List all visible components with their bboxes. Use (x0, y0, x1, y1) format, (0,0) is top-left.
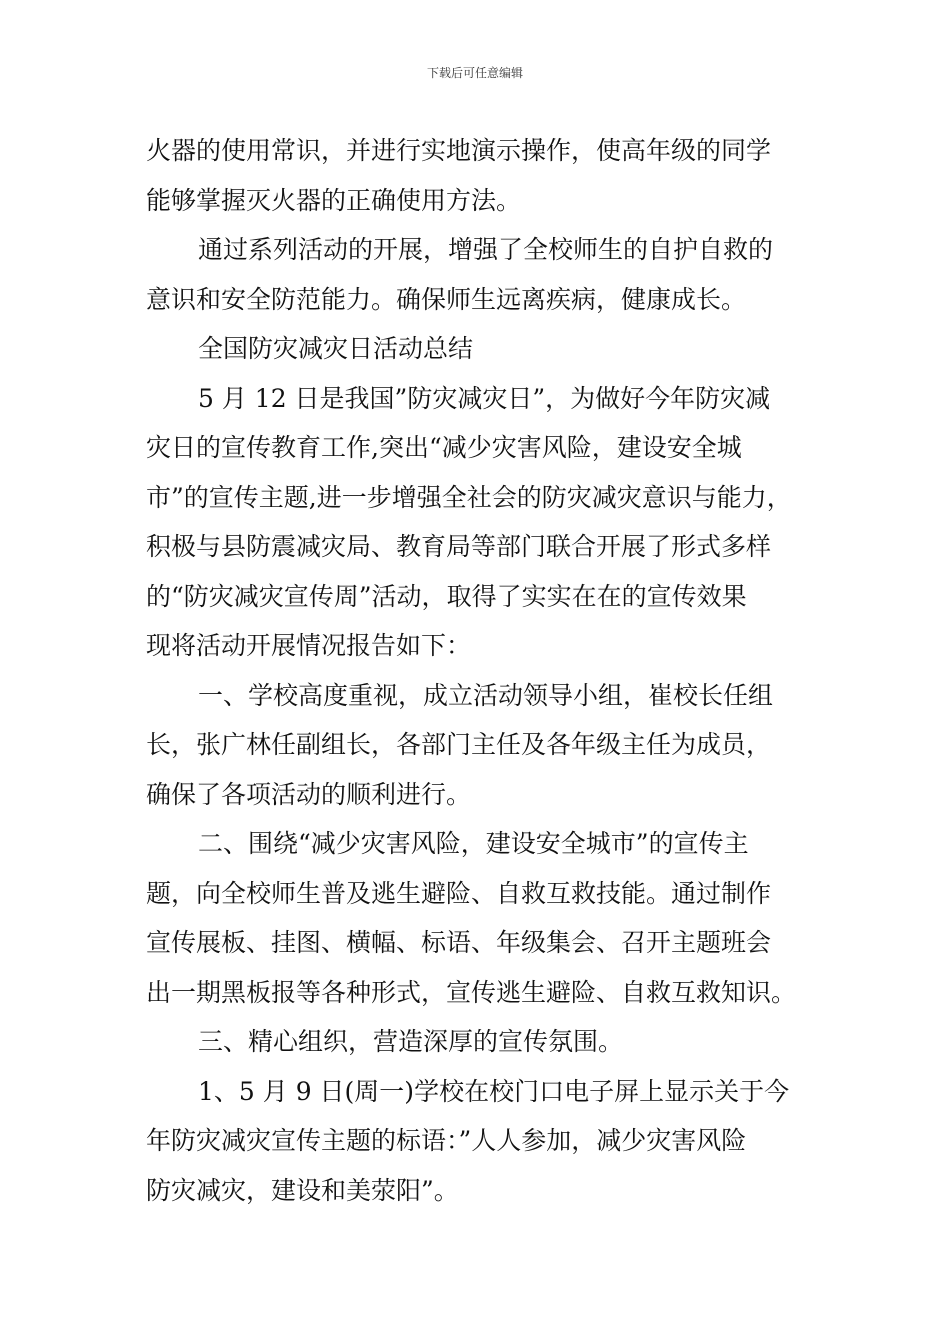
text-line: 三、精心组织，营造深厚的宣传氛围。 (198, 1027, 624, 1056)
text-line: 一、学校高度重视，成立活动领导小组，崔校长任组 (198, 680, 774, 710)
text-line: 防灾减灾，建设和美荥阳”。 (146, 1175, 459, 1205)
text-line: 出一期黑板报等各种形式，宣传逃生避险、自救互救知识。 (146, 977, 797, 1007)
text-line: 确保了各项活动的顺利进行。 (146, 779, 472, 809)
text-line: 宣传展板、挂图、横幅、标语、年级集会、召开主题班会 (146, 928, 772, 957)
text-line: 意识和安全防范能力。确保师生远离疾病，健康成长。 (146, 284, 747, 314)
text-line: 5 月 12 日是我国”防灾减灾日”，为做好今年防灾减 (198, 383, 771, 413)
text-line: 全国防灾减灾日活动总结 (198, 334, 474, 363)
text-line: 现将活动开展情况报告如下： (146, 631, 472, 660)
text-line: 的“防灾减灾宣传周”活动，取得了实实在在的宣传效果 (146, 581, 747, 611)
text-line: 市”的宣传主题,进一步增强全社会的防灾减灾意识与能力， (146, 482, 792, 512)
text-line: 年防灾减灾宣传主题的标语：”人人参加，减少灾害风险 (146, 1126, 747, 1155)
text-line: 火器的使用常识，并进行实地演示操作，使高年级的同学 (146, 136, 772, 165)
document-body (146, 126, 836, 1215)
text-line: 积极与县防震减灾局、教育局等部门联合开展了形式多样 (146, 532, 772, 561)
text-line: 能够掌握灭火器的正确使用方法。 (146, 185, 522, 215)
text-line: 二、围绕“减少灾害风险，建设安全城市”的宣传主 (198, 829, 749, 858)
page-header: 下载后可任意编辑 (426, 66, 523, 80)
text-line: 长，张广林任副组长，各部门主任及各年级主任为成员， (146, 730, 772, 759)
text-line: 题，向全校师生普及逃生避险、自救互救技能。通过制作 (146, 878, 772, 908)
text-line: 灾日的宣传教育工作,突出“减少灾害风险，建设安全城 (146, 433, 742, 462)
text-line: 通过系列活动的开展，增强了全校师生的自护自救的 (198, 235, 774, 264)
text-line: 1、5 月 9 日(周一)学校在校门口电子屏上显示关于今 (198, 1076, 790, 1106)
